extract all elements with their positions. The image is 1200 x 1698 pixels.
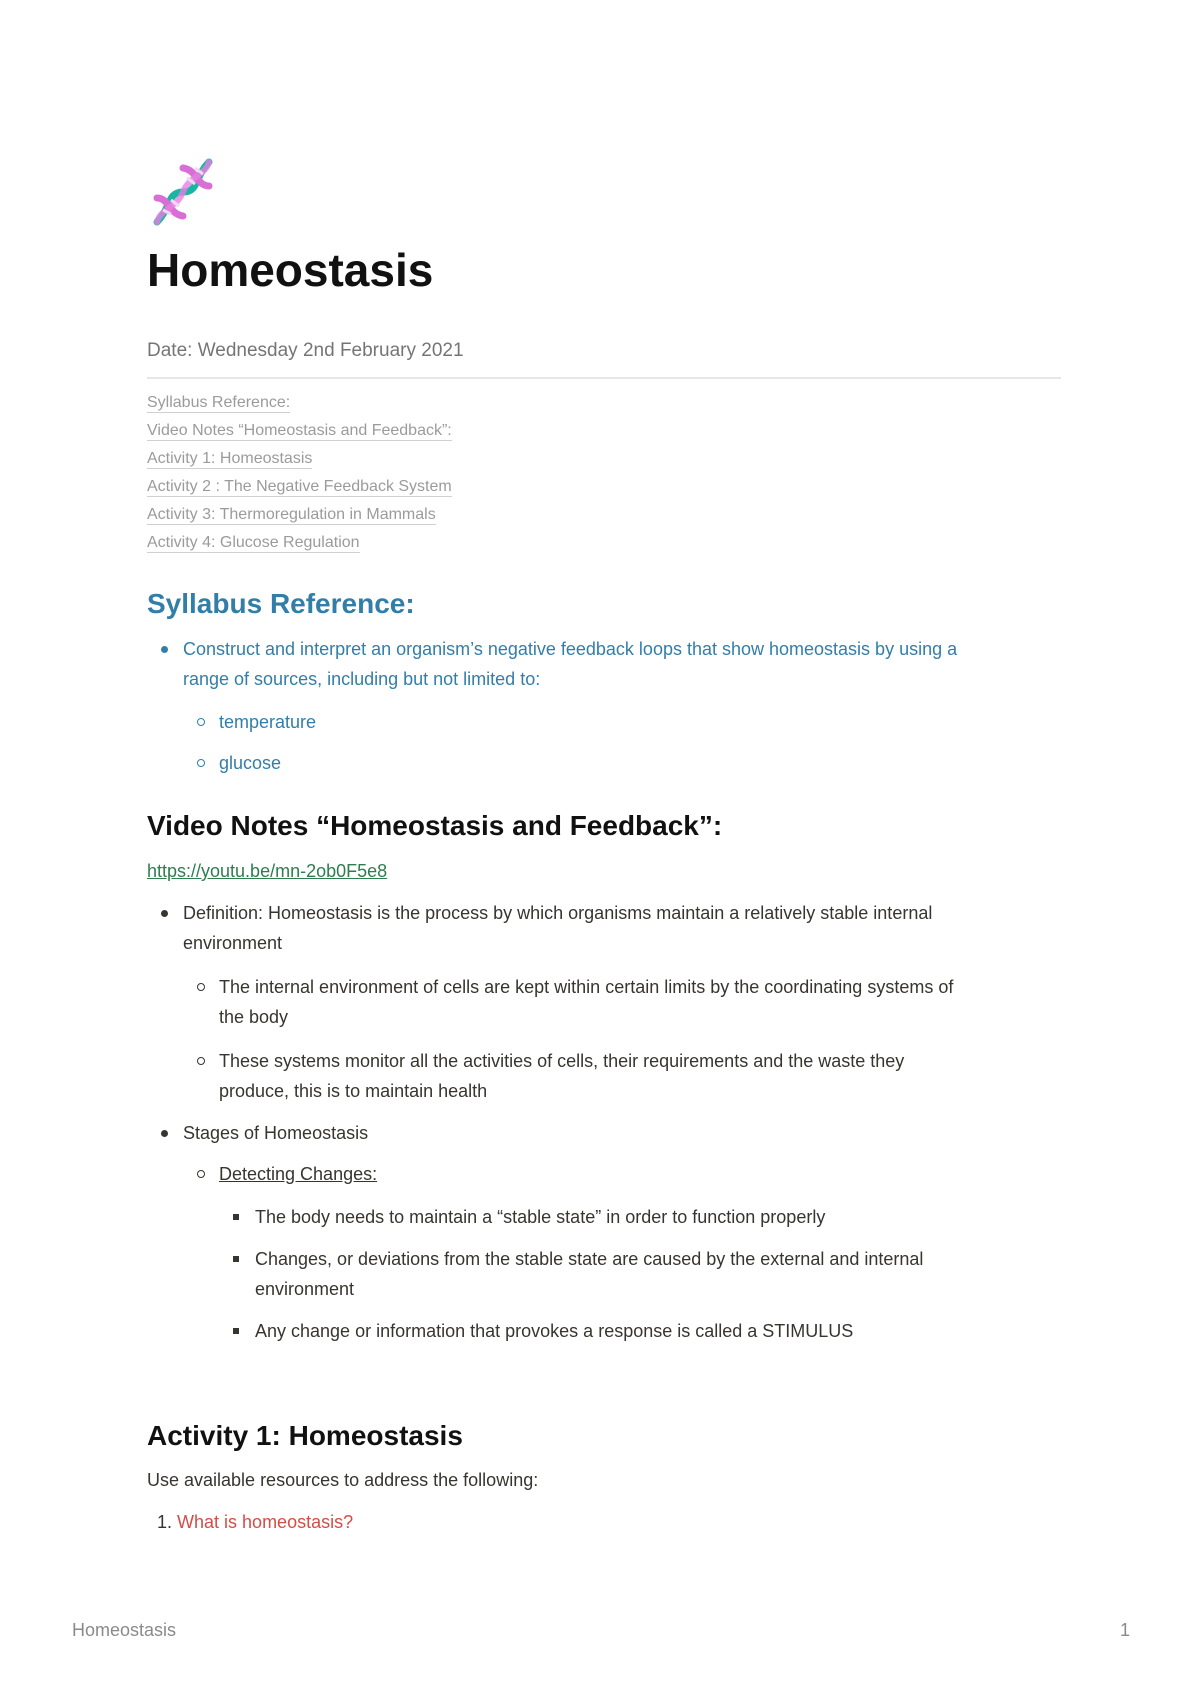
footer-title: Homeostasis [72,1620,177,1640]
toc-link-activity-2[interactable]: Activity 2 : The Negative Feedback System [147,478,452,495]
page-title: Homeostasis [147,244,434,296]
table-of-contents [147,392,452,560]
dna-icon [147,156,219,228]
list-item: The internal environment of cells are kept within certain limits by the coordinating systems of the body [219,972,953,1032]
list-item: These systems monitor all the activities of cells, their requirements and the waste they produce, this is to maintain health [219,1046,904,1106]
list-item: The body needs to maintain a “stable state” in order to function properly [255,1202,825,1232]
list-item: Changes, or deviations from the stable state are caused by the external and internal environment [255,1244,923,1304]
list-item: Construct and interpret an organism’s negative feedback loops that show homeostasis by using a range of sources, including but not limited to: [183,634,957,694]
toc-link-activity-1[interactable]: Activity 1: Homeostasis [147,450,313,467]
page-number: 1 [1119,1620,1130,1640]
toc-link-activity-4[interactable]: Activity 4: Glucose Regulation [147,534,360,551]
syllabus-heading: Syllabus Reference: [147,588,415,619]
video-link[interactable]: https://youtu.be/mn-2ob0F5e8 [147,861,388,881]
date-text: Date: Wednesday 2nd February 2021 [147,340,464,361]
list-item: Definition: Homeostasis is the process by which organisms maintain a relatively stable internal environment [183,898,932,958]
list-item: temperature [219,707,316,737]
list-item: Detecting Changes: [219,1159,377,1189]
list-item: 1. What is homeostasis? [157,1512,354,1532]
toc-link-syllabus[interactable]: Syllabus Reference: [147,394,291,411]
toc-link-activity-3[interactable]: Activity 3: Thermoregulation in Mammals [147,506,436,523]
list-item: Any change or information that provokes a response is called a STIMULUS [255,1316,853,1346]
activity-1-heading: Activity 1: Homeostasis [147,1420,463,1451]
divider [147,377,1061,379]
list-item: Stages of Homeostasis [183,1118,368,1148]
video-notes-heading: Video Notes “Homeostasis and Feedback”: [147,810,723,841]
toc-link-video-notes[interactable]: Video Notes “Homeostasis and Feedback”: [147,422,452,439]
list-item: glucose [219,748,281,778]
activity-1-intro: Use available resources to address the following: [147,1470,539,1490]
